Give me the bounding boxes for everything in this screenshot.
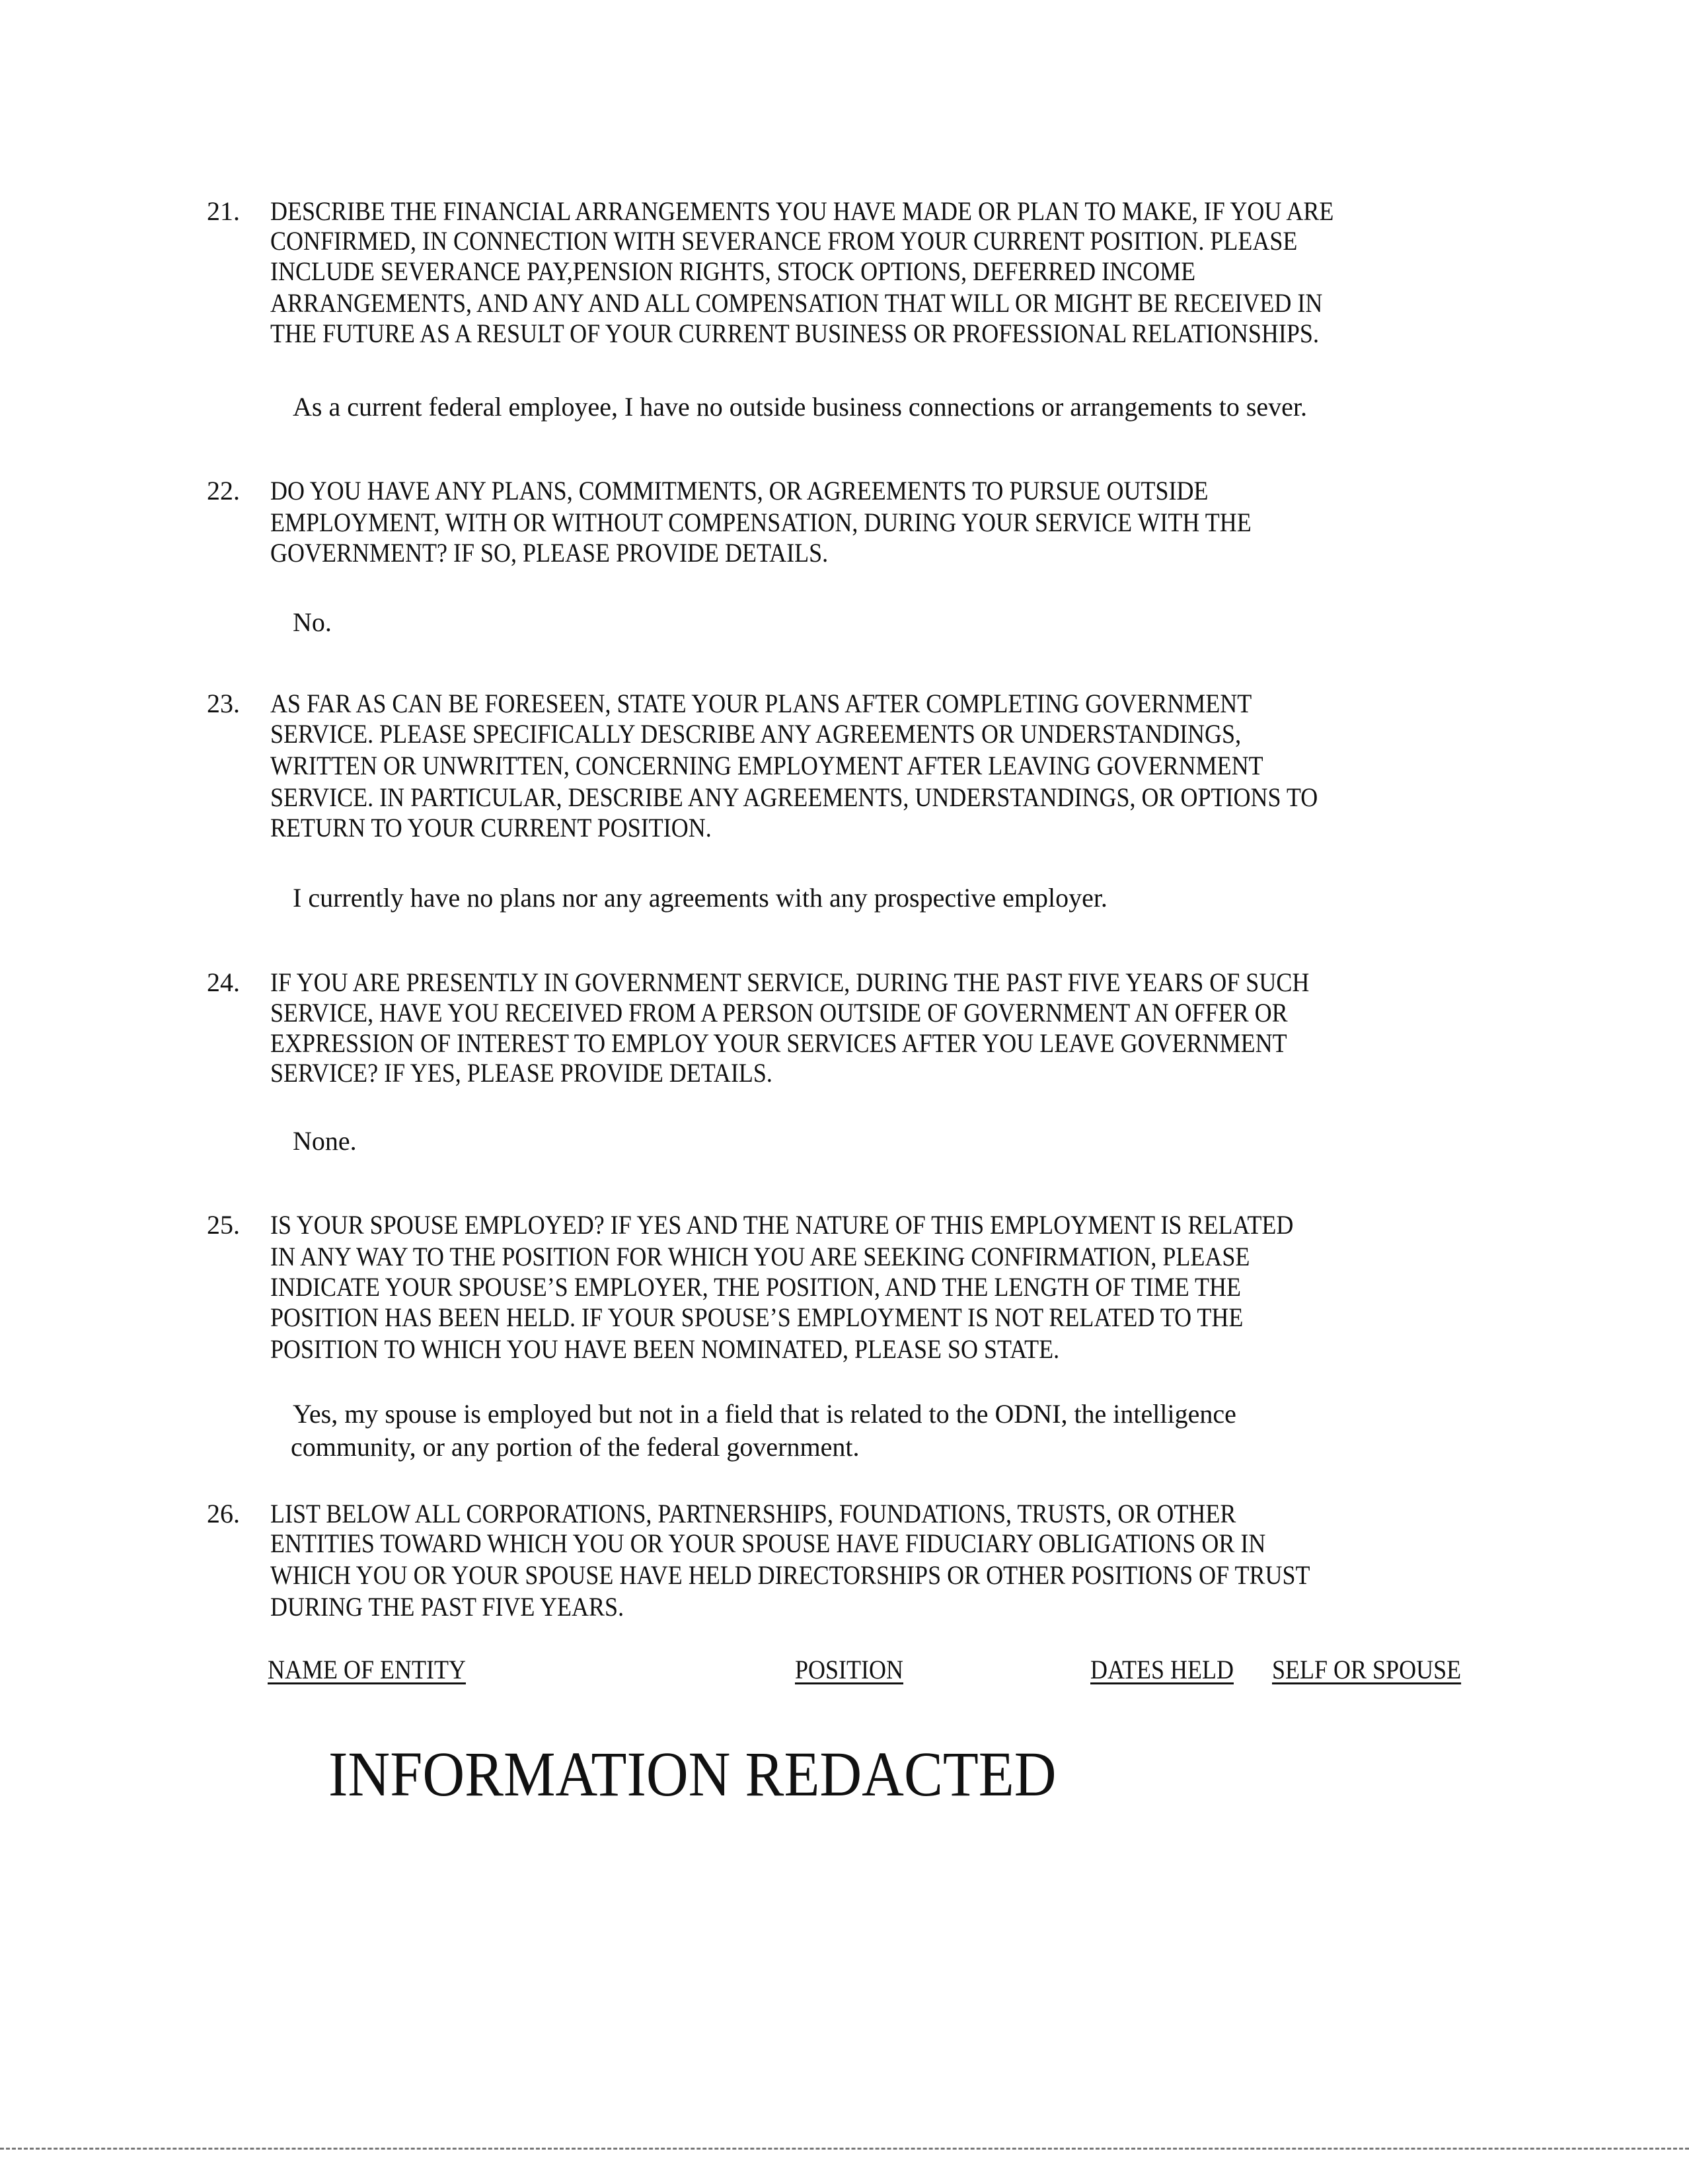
header-self-or-spouse: SELF OR SPOUSE <box>1272 1655 1462 1684</box>
question-text-line: ARRANGEMENTS, AND ANY AND ALL COMPENSATION THAT WILL OR MIGHT BE RECEIVED IN <box>270 288 1323 318</box>
header-name-of-entity: NAME OF ENTITY <box>268 1655 466 1684</box>
question-text-line: ENTITIES TOWARD WHICH YOU OR YOUR SPOUSE HAVE FIDUCIARY OBLIGATIONS OR IN <box>270 1528 1266 1558</box>
question-text-line: WRITTEN OR UNWRITTEN, CONCERNING EMPLOYMENT AFTER LEAVING GOVERNMENT <box>270 751 1263 780</box>
question-text-line: SERVICE, HAVE YOU RECEIVED FROM A PERSON OUTSIDE OF GOVERNMENT AN OFFER OR <box>270 998 1288 1028</box>
page-bottom-divider <box>0 2148 1689 2150</box>
answer-text: None. <box>293 1126 357 1156</box>
question-text-line: THE FUTURE AS A RESULT OF YOUR CURRENT BUSINESS OR PROFESSIONAL RELATIONSHIPS. <box>270 319 1319 348</box>
question-text-line: LIST BELOW ALL CORPORATIONS, PARTNERSHIPS, FOUNDATIONS, TRUSTS, OR OTHER <box>270 1499 1236 1528</box>
question-text-line: IF YOU ARE PRESENTLY IN GOVERNMENT SERVICE, DURING THE PAST FIVE YEARS OF SUCH <box>270 967 1310 997</box>
question-text-line: POSITION TO WHICH YOU HAVE BEEN NOMINATED, PLEASE SO STATE. <box>270 1334 1060 1364</box>
question-text-line: EXPRESSION OF INTEREST TO EMPLOY YOUR SERVICES AFTER YOU LEAVE GOVERNMENT <box>270 1028 1287 1058</box>
answer-text: community, or any portion of the federal government. <box>291 1432 860 1462</box>
question-text-line: EMPLOYMENT, WITH OR WITHOUT COMPENSATION, DURING YOUR SERVICE WITH THE <box>270 508 1252 537</box>
information-redacted-notice: INFORMATION REDACTED <box>328 1739 1057 1809</box>
question-text-line: INDICATE YOUR SPOUSE’S EMPLOYER, THE POSITION, AND THE LENGTH OF TIME THE <box>270 1272 1242 1302</box>
question-text-line: DESCRIBE THE FINANCIAL ARRANGEMENTS YOU HAVE MADE OR PLAN TO MAKE, IF YOU ARE <box>270 196 1334 226</box>
question-text-line: IN ANY WAY TO THE POSITION FOR WHICH YOU ARE SEEKING CONFIRMATION, PLEASE <box>270 1242 1250 1271</box>
question-number: 23. <box>207 689 240 718</box>
question-number: 22. <box>207 476 240 506</box>
question-text-line: SERVICE. IN PARTICULAR, DESCRIBE ANY AGREEMENTS, UNDERSTANDINGS, OR OPTIONS TO <box>270 782 1318 812</box>
question-number: 21. <box>207 196 240 226</box>
question-text-line: INCLUDE SEVERANCE PAY,PENSION RIGHTS, STOCK OPTIONS, DEFERRED INCOME <box>270 256 1196 286</box>
answer-text: As a current federal employee, I have no outside business connections or arrangements to sever. <box>293 392 1308 422</box>
question-text-line: POSITION HAS BEEN HELD. IF YOUR SPOUSE’S EMPLOYMENT IS NOT RELATED TO THE <box>270 1302 1244 1332</box>
question-text-line: CONFIRMED, IN CONNECTION WITH SEVERANCE FROM YOUR CURRENT POSITION. PLEASE <box>270 226 1298 256</box>
question-text-line: AS FAR AS CAN BE FORESEEN, STATE YOUR PLANS AFTER COMPLETING GOVERNMENT <box>270 689 1252 718</box>
question-text-line: DURING THE PAST FIVE YEARS. <box>270 1592 624 1622</box>
answer-text: I currently have no plans nor any agreements with any prospective employer. <box>293 883 1107 913</box>
answer-text: Yes, my spouse is employed but not in a field that is related to the ODNI, the intelligence <box>293 1399 1236 1429</box>
answer-text: No. <box>293 607 332 637</box>
question-text-line: SERVICE. PLEASE SPECIFICALLY DESCRIBE ANY AGREEMENTS OR UNDERSTANDINGS, <box>270 719 1242 749</box>
question-number: 25. <box>207 1210 240 1240</box>
question-text-line: RETURN TO YOUR CURRENT POSITION. <box>270 813 712 843</box>
question-number: 26. <box>207 1499 240 1528</box>
question-text-line: IS YOUR SPOUSE EMPLOYED? IF YES AND THE NATURE OF THIS EMPLOYMENT IS RELATED <box>270 1210 1294 1240</box>
question-text-line: DO YOU HAVE ANY PLANS, COMMITMENTS, OR AGREEMENTS TO PURSUE OUTSIDE <box>270 476 1209 506</box>
question-number: 24. <box>207 967 240 997</box>
question-text-line: WHICH YOU OR YOUR SPOUSE HAVE HELD DIRECTORSHIPS OR OTHER POSITIONS OF TRUST <box>270 1560 1310 1590</box>
header-position: POSITION <box>795 1655 904 1684</box>
question-text-line: SERVICE? IF YES, PLEASE PROVIDE DETAILS. <box>270 1058 772 1088</box>
header-dates-held: DATES HELD <box>1090 1655 1234 1684</box>
question-text-line: GOVERNMENT? IF SO, PLEASE PROVIDE DETAILS. <box>270 538 829 568</box>
